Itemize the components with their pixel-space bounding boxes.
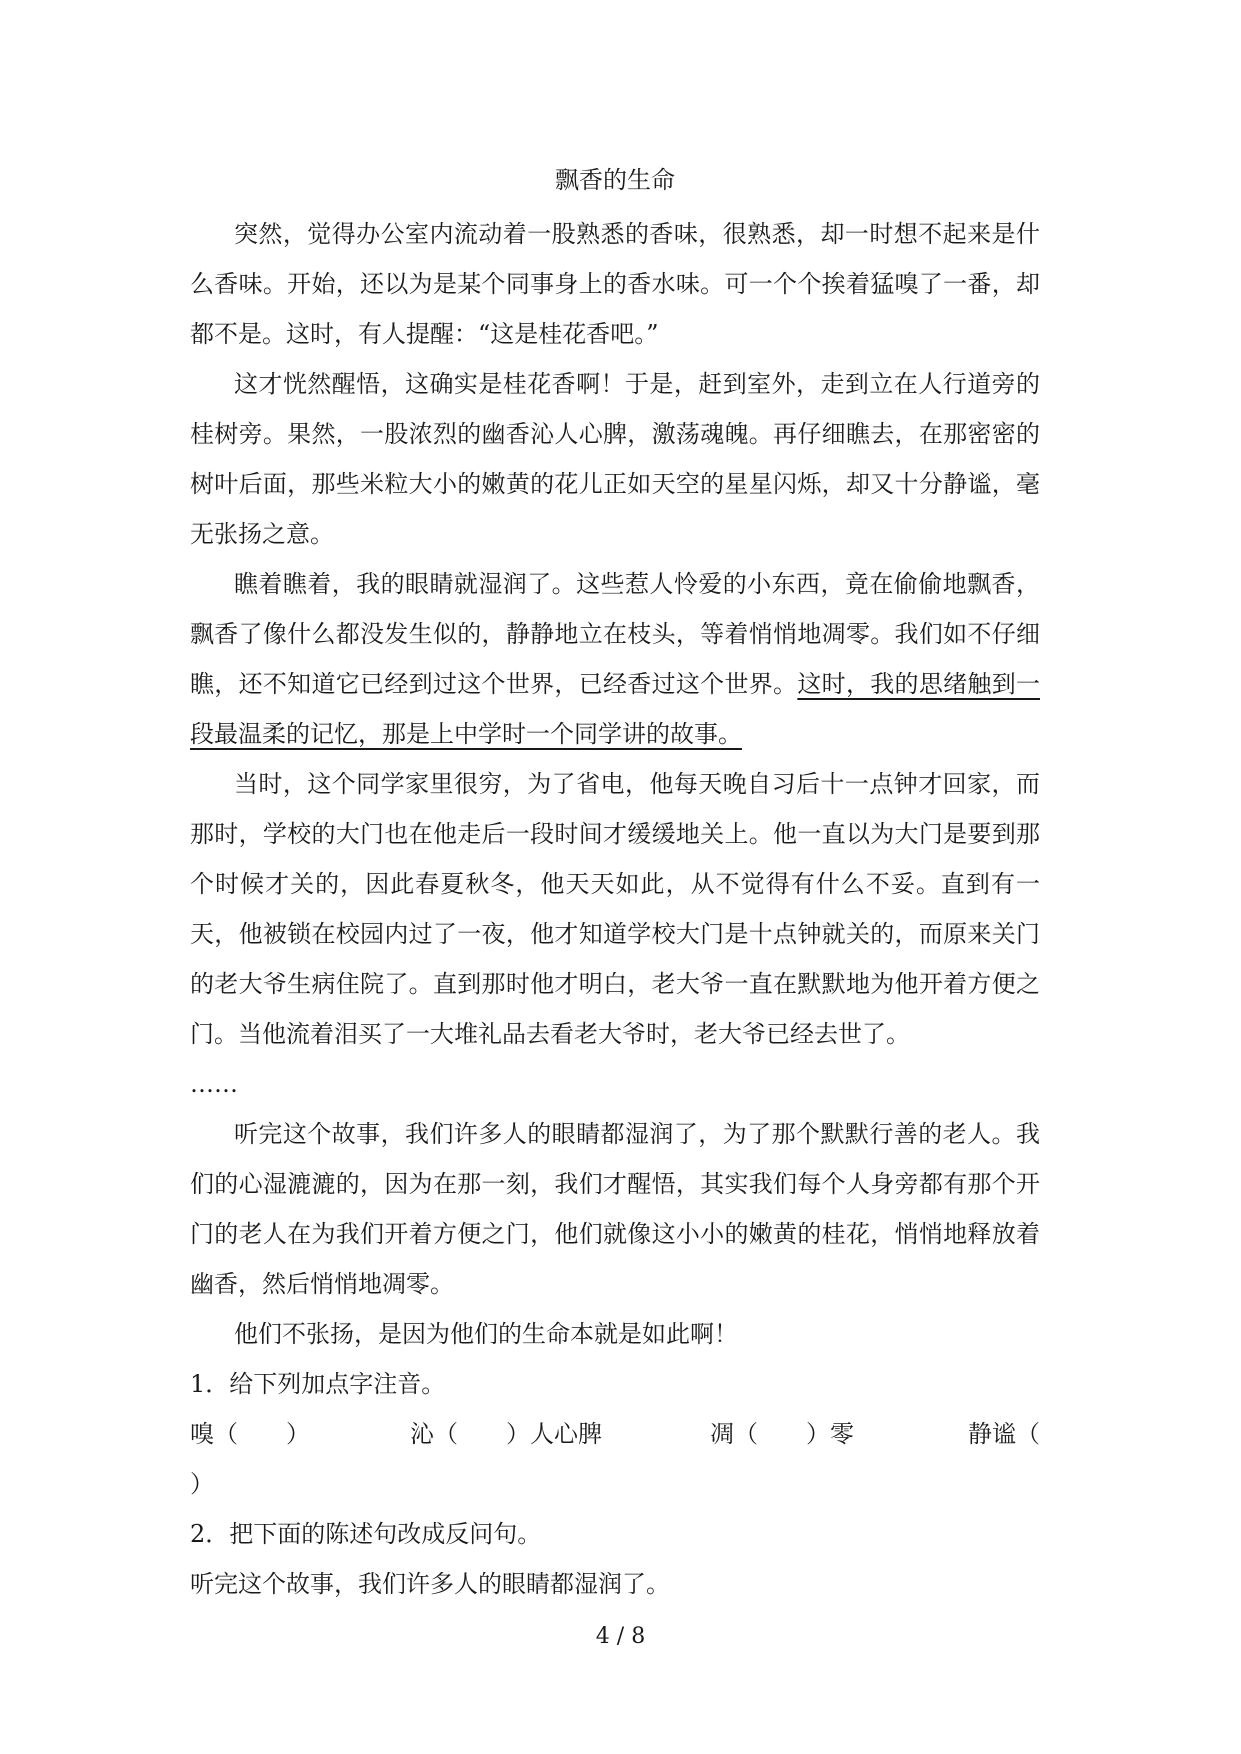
question-1-items xyxy=(190,1409,1040,1459)
paragraph-3-text: 瞧着瞧着，我的眼睛就湿润了。这些惹人怜爱的小东西，竟在偷偷地飘香，飘香了像什么都没发生似的，静静地立在枝头，等着悄悄地凋零。我们如不仔细瞧，还不知道它已经到过这个世界，已经香过这个世界。 xyxy=(190,570,1040,698)
article-title: 飘香的生命 xyxy=(555,166,675,194)
question-1-label: 1．给下列加点字注音。 xyxy=(190,1370,446,1398)
q1-item-xiu[interactable]: 嗅（ ） xyxy=(190,1420,310,1448)
paragraph-1: 突然，觉得办公室内流动着一股熟悉的香味，很熟悉，却一时想不起来是什么香味。开始，还以为是某个同事身上的香水味。可一个个挨着猛嗅了一番，却都不是。这时，有人提醒：“这是桂花香吧。” xyxy=(190,220,1040,348)
paragraph-5: 听完这个故事，我们许多人的眼睛都湿润了，为了那个默默行善的老人。我们的心湿漉漉的，因为在那一刻，我们才醒悟，其实我们每个人身旁都有那个开门的老人在为我们开着方便之门，他们就像这小小的嫩黄的桂花，悄悄地释放着幽香，然后悄悄地凋零。 xyxy=(190,1120,1040,1298)
q1-item-diao[interactable]: 凋（ ）零 xyxy=(710,1420,854,1448)
underlined-sentence: 这时，我的思绪触到一段最温柔的记忆，那是上中学时一个同学讲的故事。 xyxy=(190,670,1041,748)
question-1-tail: ） xyxy=(190,1470,214,1498)
question-2-sentence: 听完这个故事，我们许多人的眼睛都湿润了。 xyxy=(190,1570,670,1598)
article xyxy=(190,155,1040,1609)
paragraph-3 xyxy=(190,559,1040,759)
ellipsis: …… xyxy=(190,1070,238,1098)
paragraph-2: 这才恍然醒悟，这确实是桂花香啊！于是，赶到室外，走到立在人行道旁的桂树旁。果然，一股浓烈的幽香沁人心脾，激荡魂魄。再仔细瞧去，在那密密的树叶后面，那些米粒大小的嫩黄的花儿正如天空的星星闪烁，却又十分静谧，毫无张扬之意。 xyxy=(190,370,1040,548)
paragraph-4: 当时，这个同学家里很穷，为了省电，他每天晚自习后十一点钟才回家，而那时，学校的大门也在他走后一段时间才缓缓地关上。他一直以为大门是要到那个时候才关的，因此春夏秋冬，他天天如此，从不觉得有什么不妥。直到有一天，他被锁在校园内过了一夜，他才知道学校大门是十点钟就关的，而原来关门的老大爷生病住院了。直到那时他才明白，老大爷一直在默默地为他开着方便之门。当他流着泪买了一大堆礼品去看老大爷时，老大爷已经去世了。 xyxy=(190,770,1040,1048)
q1-item-qin[interactable]: 沁（ ）人心脾 xyxy=(410,1420,602,1448)
question-2-label: 2．把下面的陈述句改成反问句。 xyxy=(190,1520,542,1548)
page-number: 4 / 8 xyxy=(595,1624,646,1649)
paragraph-6: 他们不张扬，是因为他们的生命本就是如此啊！ xyxy=(234,1320,738,1348)
q1-item-jingmi[interactable]: 静谧（ xyxy=(968,1420,1040,1448)
